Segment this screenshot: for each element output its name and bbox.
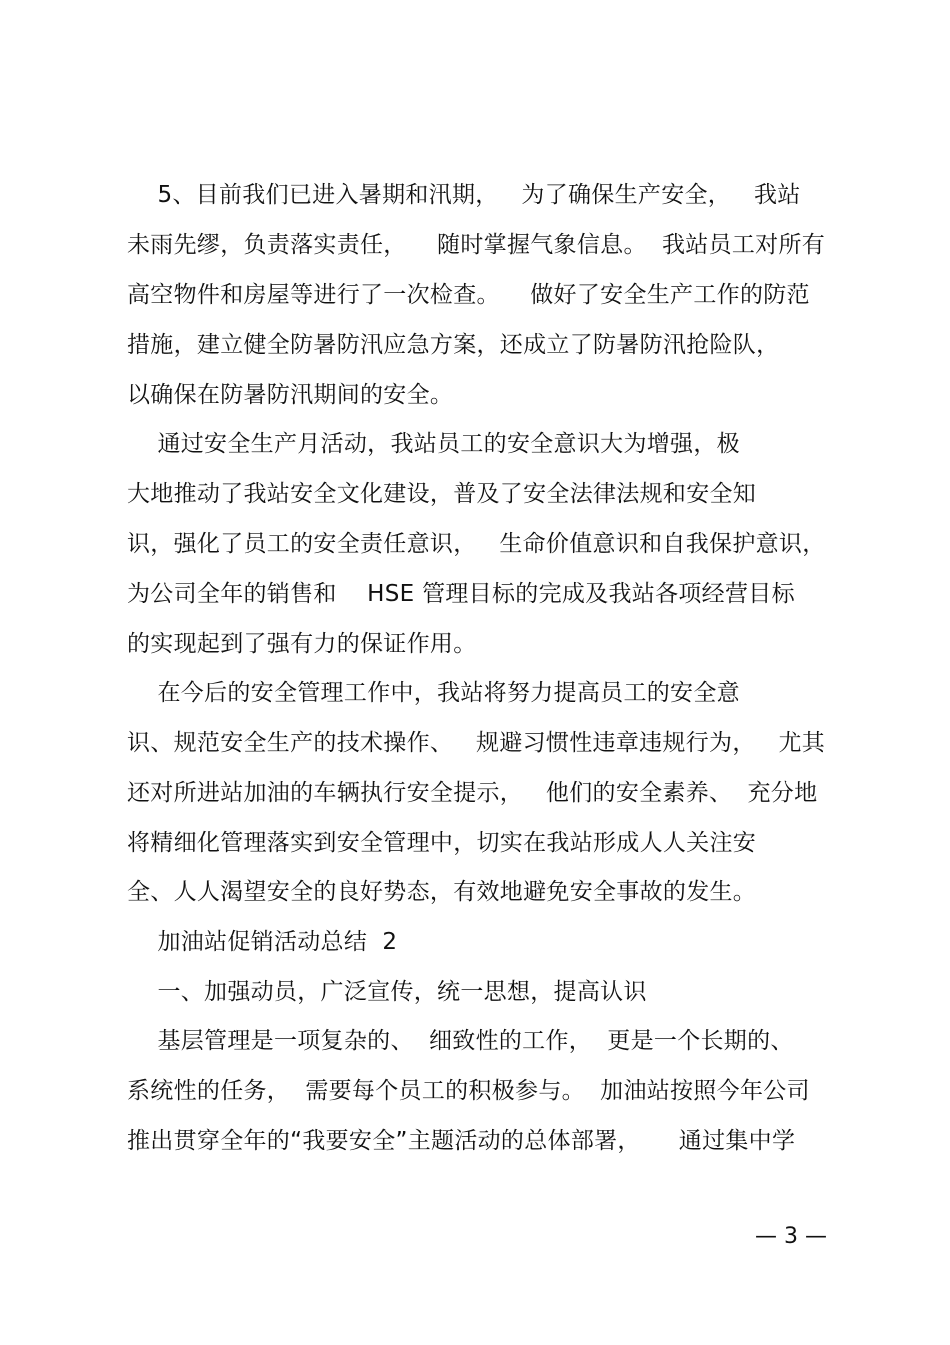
text-line: 大地推动了我站安全文化建设，普及了安全法律法规和安全知 <box>127 481 757 507</box>
text-line: 将精细化管理落实到安全管理中，切实在我站形成人人关注安 <box>127 830 757 856</box>
text-line: 在今后的安全管理工作中，我站将努力提高员工的安全意 <box>127 680 740 706</box>
text-line: 还对所进站加油的车辆执行安全提示， 他们的安全素养、 充分地 <box>127 780 818 806</box>
text-line: 系统性的任务， 需要每个员工的积极参与。 加油站按照今年公司 <box>127 1078 810 1104</box>
section-title: 加油站促销活动总结 2 <box>127 929 398 955</box>
text-line: 5、目前我们已进入暑期和汛期， 为了确保生产安全， 我站 <box>127 182 801 208</box>
section-heading: 一、加强动员，广泛宣传，统一思想，提高认识 <box>127 979 647 1005</box>
text-line: 识、规范安全生产的技术操作、 规避习惯性违章违规行为， 尤其 <box>127 730 826 756</box>
text-line: 措施，建立健全防暑防汛应急方案，还成立了防暑防汛抢险队， <box>127 332 780 358</box>
text-line: 推出贯穿全年的“我要安全”主题活动的总体部署， 通过集中学 <box>127 1128 796 1154</box>
text-line: 的实现起到了强有力的保证作用。 <box>127 631 477 657</box>
text-line: 未雨先缪，负责落实责任， 随时掌握气象信息。 我站员工对所有 <box>127 232 826 258</box>
text-line: 通过安全生产月活动，我站员工的安全意识大为增强，极 <box>127 431 740 457</box>
text-line: 为公司全年的销售和 HSE 管理目标的完成及我站各项经营目标 <box>127 581 795 607</box>
text-line: 基层管理是一项复杂的、 细致性的工作， 更是一个长期的、 <box>127 1028 794 1054</box>
page-number: — 3 — <box>755 1224 827 1249</box>
text-line: 全、人人渴望安全的良好势态，有效地避免安全事故的发生。 <box>127 879 757 905</box>
text-line: 识，强化了员工的安全责任意识， 生命价值意识和自我保护意识， <box>127 531 826 557</box>
text-line: 高空物件和房屋等进行了一次检查。 做好了安全生产工作的防范 <box>127 282 810 308</box>
text-line: 以确保在防暑防汛期间的安全。 <box>127 382 454 408</box>
